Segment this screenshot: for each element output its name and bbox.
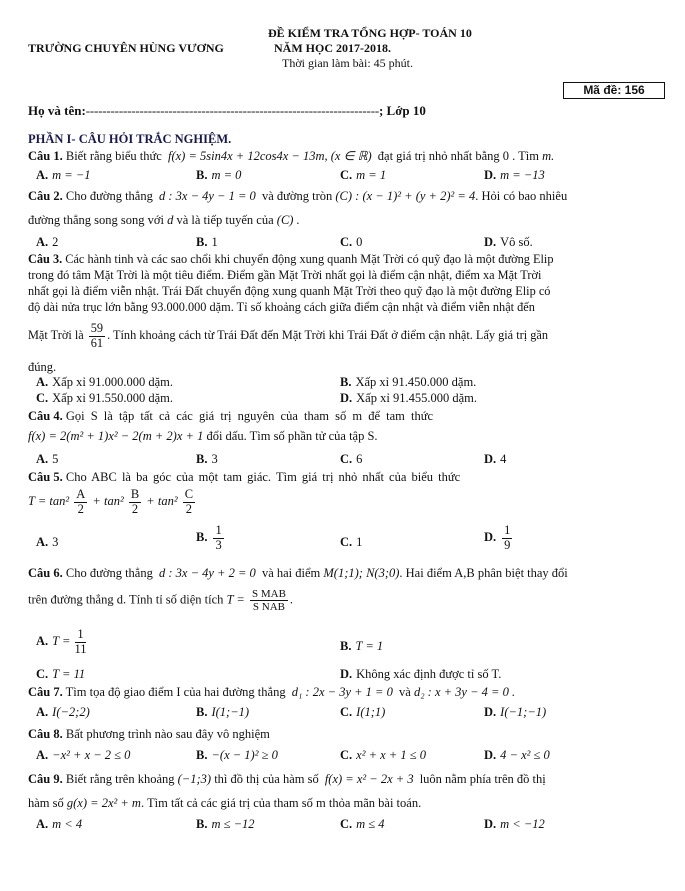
option-label: D. [340, 391, 353, 405]
option-d[interactable] [484, 235, 533, 251]
formula-plus: + tan² [146, 494, 178, 509]
option-label: B. [340, 375, 352, 389]
option-label: D. [484, 530, 497, 545]
question-text: trong đó tâm Mặt Trời là một tiêu điểm. Điểm gần Mặt Trời nhất gọi là điểm cận nhật, điểm xa Mặt Trời [28, 268, 542, 282]
option-label: B. [196, 817, 208, 831]
fraction-numerator: B [130, 487, 140, 501]
option-label: D. [484, 817, 497, 831]
option-d[interactable] [484, 452, 506, 468]
option-text: m = 1 [356, 168, 387, 182]
question-text: và là tiếp tuyến của [176, 213, 274, 227]
question-1 [28, 149, 660, 165]
option-text: 6 [356, 452, 363, 466]
option-label: A. [36, 375, 49, 389]
option-label: B. [340, 639, 352, 653]
option-text: Xấp xỉ 91.000.000 dặm. [52, 375, 173, 389]
question-text: nhất gọi là điểm viễn nhật. Trái Đất chuyển động xung quanh Mặt Trời theo quỹ đạo là một đường Elip có [28, 284, 551, 298]
option-d[interactable] [484, 524, 514, 553]
option-text: Xấp xỉ 91.455.000 dặm. [356, 391, 477, 405]
fraction-b [129, 488, 141, 517]
option-a[interactable] [36, 375, 173, 391]
option-label: B. [196, 452, 208, 466]
option-label: A. [36, 235, 49, 249]
question-number: Câu 8. [28, 727, 63, 741]
question-3-line-2 [28, 268, 660, 283]
option-text: 3 [211, 452, 218, 466]
option-label: C. [340, 817, 353, 831]
option-label: B. [196, 235, 208, 249]
fraction-numerator: S MAB [251, 588, 286, 600]
student-name-line [28, 103, 426, 119]
option-text: m = −13 [500, 168, 545, 182]
question-text: và đường tròn [261, 189, 333, 203]
option-fraction [213, 524, 223, 553]
option-b[interactable] [340, 375, 476, 391]
option-text: m < 4 [52, 817, 83, 831]
option-c[interactable] [340, 235, 362, 251]
question-text: Gọi S là tập tất cả các giá trị nguyên của tham số m để tam thức [65, 409, 434, 423]
option-text: T = 11 [52, 667, 86, 681]
option-b[interactable] [196, 705, 249, 721]
question-text: trên đường thẳng d. Tính tỉ số diện tích [28, 592, 224, 607]
question-text: Biết rằng trên khoảng [65, 772, 175, 786]
school-year: NĂM HỌC 2017-2018. [274, 41, 391, 55]
question-3-line-5 [28, 322, 660, 350]
option-label: C. [340, 168, 353, 182]
area-ratio-fraction [250, 588, 288, 613]
fraction-denominator: 2 [185, 501, 192, 516]
question-2-line-2 [28, 213, 660, 229]
option-label: A. [36, 634, 49, 649]
question-text: đạt giá trị nhỏ nhất bằng 0 . Tìm [377, 149, 539, 163]
question-text: . Hai điểm A,B phân biệt thay đổi [399, 566, 568, 580]
option-a[interactable] [36, 628, 91, 657]
question-text: Tìm tọa độ giao điểm I của hai đường thẳng [65, 685, 286, 699]
option-label: B. [196, 168, 208, 182]
option-label: B. [196, 705, 208, 719]
option-a[interactable] [36, 168, 91, 184]
option-d[interactable] [484, 817, 545, 833]
option-text: T = 1 [355, 639, 384, 653]
option-label: C. [36, 667, 49, 681]
question-number: Câu 9. [28, 772, 63, 786]
option-a[interactable] [36, 748, 130, 764]
fraction-denominator: 9 [504, 537, 511, 552]
question-text: thì đồ thị của hàm số [214, 772, 319, 786]
question-number: Câu 7. [28, 685, 63, 699]
school-name: TRƯỜNG CHUYÊN HÙNG VƯƠNG [28, 41, 224, 55]
option-text: 4 − x² ≤ 0 [500, 748, 550, 762]
question-number: Câu 4. [28, 409, 63, 423]
option-label: C. [340, 705, 353, 719]
question-3-line-4 [28, 300, 660, 315]
question-6-line-2: trên đường thẳng d. Tính tỉ số diện tích T = $\frac{\text{S MAB}}{\text{S NAB}}$ . [28, 588, 294, 614]
question-text: Cho đường thẳng [65, 566, 153, 580]
option-label: B. [196, 748, 208, 762]
option-label: C. [340, 535, 353, 549]
question-number: Câu 5. [28, 470, 63, 484]
fraction-numerator: A [76, 487, 86, 501]
option-text: 1 [211, 235, 218, 249]
option-b[interactable] [196, 524, 226, 553]
option-text: I(−1;−1) [500, 705, 547, 719]
formula-plus: + tan² [92, 494, 124, 509]
ratio-lhs: T = [226, 592, 245, 607]
name-dashes: ----------------------------------------------------------------------- [85, 103, 379, 118]
question-3-line-3 [28, 284, 660, 299]
formula-prefix: T = tan² [28, 494, 70, 509]
option-text: −x² + x − 2 ≤ 0 [52, 748, 131, 762]
option-fraction [502, 524, 512, 553]
variable: d [167, 213, 174, 227]
option-text: −(x − 1)² ≥ 0 [211, 748, 278, 762]
question-9-line-1 [28, 772, 660, 788]
option-label: A. [36, 748, 49, 762]
question-text: Cho ABC là ba góc của một tam giác. Tìm giá trị nhỏ nhất của biểu thức [65, 470, 461, 484]
option-text: 4 [500, 452, 507, 466]
option-b[interactable] [196, 748, 278, 764]
option-label: B. [196, 530, 208, 545]
option-b[interactable] [196, 168, 241, 184]
fraction-numerator: 1 [504, 523, 511, 537]
question-text: . Tìm tất cả các giá trị của tham số m thỏa mãn bài toán. [140, 796, 422, 810]
option-c[interactable] [36, 667, 85, 683]
option-label: A. [36, 817, 49, 831]
option-prefix: T = [52, 634, 71, 649]
option-c[interactable] [340, 817, 385, 833]
exam-title: ĐỀ KIỂM TRA TỔNG HỢP- TOÁN 10 [268, 26, 472, 40]
option-label: A. [36, 535, 49, 549]
option-fraction [72, 628, 88, 657]
option-a[interactable] [36, 535, 58, 551]
fraction-denominator: S NAB [252, 601, 285, 614]
question-number: Câu 2. [28, 189, 63, 203]
option-text: m ≤ −12 [211, 817, 255, 831]
option-c[interactable] [36, 391, 173, 407]
option-a[interactable] [36, 452, 58, 468]
option-d[interactable] [340, 667, 501, 683]
option-text: 5 [52, 452, 59, 466]
fraction-numerator: 1 [215, 523, 222, 537]
fraction-numerator: 1 [77, 627, 84, 641]
question-text: đường thẳng song song với [28, 213, 164, 227]
formula: f(x) = 5sin4x + 12cos4x − 13m, (x ∈ ℝ) [167, 149, 372, 163]
option-a[interactable] [36, 235, 58, 251]
line-d2: d₂ : x + 3y − 4 = 0 . [413, 685, 516, 699]
option-text: I(−2;2) [52, 705, 90, 719]
exam-code-box: Mã đề: 156 [563, 82, 665, 99]
question-text: Các hành tinh và các sao chổi khi chuyển động xung quanh Mặt Trời có quỹ đạo là một đường Elip [65, 252, 554, 266]
points: M(1;1); N(3;0) [323, 566, 400, 580]
question-6-line-1 [28, 566, 660, 582]
variable: m. [542, 149, 555, 163]
option-label: C. [36, 391, 49, 405]
fraction-a [74, 488, 87, 517]
option-text: m ≤ 4 [356, 817, 385, 831]
option-c[interactable] [340, 535, 362, 551]
option-text: 0 [356, 235, 363, 249]
question-3-line-6 [28, 360, 660, 376]
option-label: C. [340, 452, 353, 466]
question-2 [28, 189, 660, 205]
question-number: Câu 1. [28, 149, 63, 163]
fraction-denominator: 61 [90, 335, 104, 350]
question-3-line-1 [28, 252, 660, 267]
question-7 [28, 685, 660, 701]
question-9-line-2 [28, 796, 660, 812]
class-label: ; Lớp 10 [378, 103, 426, 118]
section-title: PHẦN I- CÂU HỎI TRẮC NGHIỆM. [28, 132, 232, 146]
option-text: Không xác định được tỉ số T. [356, 667, 502, 681]
option-label: A. [36, 705, 49, 719]
fraction-denominator: 2 [131, 501, 139, 516]
circle-equation: (C) : (x − 1)² + (y + 2)² = 4 [335, 189, 476, 203]
question-text: Cho đường thẳng [65, 189, 153, 203]
fraction-numerator: 59 [90, 321, 104, 335]
option-text: Vô số. [500, 235, 533, 249]
question-number: Câu 6. [28, 566, 63, 580]
option-text: Xấp xỉ 91.450.000 dặm. [355, 375, 477, 389]
option-d[interactable] [484, 168, 545, 184]
option-text: 3 [52, 535, 59, 549]
option-label: D. [484, 168, 497, 182]
question-text: Bất phương trình nào sau đây vô nghiệm [65, 727, 270, 741]
fraction-denominator: 3 [215, 537, 222, 552]
option-label: C. [340, 235, 353, 249]
question-text: và [399, 685, 411, 699]
option-b[interactable] [196, 235, 218, 251]
option-b[interactable] [340, 639, 383, 655]
fraction-c [183, 488, 195, 517]
option-label: A. [36, 168, 49, 182]
option-d[interactable] [340, 391, 477, 407]
option-label: D. [484, 748, 497, 762]
line-equation: d : 3x − 4y + 2 = 0 [158, 566, 256, 580]
circle-name: (C) . [276, 213, 300, 227]
question-number: Câu 3. [28, 252, 63, 266]
option-text: m < −12 [500, 817, 545, 831]
question-text: Biết rằng biểu thức [65, 149, 162, 163]
option-d[interactable] [484, 705, 546, 721]
question-text: luôn nằm phía trên đồ thị [419, 772, 546, 786]
function-f: f(x) = x² − 2x + 3 [324, 772, 414, 786]
interval: (−1;3) [177, 772, 212, 786]
option-a[interactable] [36, 705, 90, 721]
option-text: m = −1 [52, 168, 91, 182]
fraction-denominator: 2 [77, 501, 84, 516]
option-text: x² + x + 1 ≤ 0 [356, 748, 426, 762]
option-text: I(1;−1) [211, 705, 250, 719]
question-4-line-1 [28, 409, 660, 425]
name-label: Họ và tên: [28, 103, 86, 118]
question-text: . Tính khoảng cách từ Trái Đất đến Mặt Trời khi Trái Đất ở điểm cận nhật. Lấy giá trị gần [107, 327, 548, 342]
question-text: hàm số [28, 796, 64, 810]
fraction-denominator: 11 [74, 641, 87, 656]
ratio-fraction [89, 322, 105, 350]
question-text: đổi dấu. Tìm số phần tử của tập S. [206, 429, 378, 443]
option-c[interactable] [340, 452, 362, 468]
line-d1: d₁ : 2x − 3y + 1 = 0 [291, 685, 393, 699]
option-text: 1 [356, 535, 363, 549]
option-label: D. [484, 235, 497, 249]
question-4-line-2 [28, 429, 660, 445]
question-text: độ dài nửa trục lớn bằng 93.000.000 dặm. Tỉ số khoảng cách giữa điểm cận nhật và điểm viễn nhật đến [28, 300, 535, 314]
option-b[interactable] [196, 452, 218, 468]
question-5-formula [28, 488, 660, 517]
fraction-numerator: C [184, 487, 194, 501]
line-equation: d : 3x − 4y − 1 = 0 [158, 189, 256, 203]
option-c[interactable] [340, 168, 386, 184]
option-c[interactable] [340, 748, 426, 764]
question-text: đúng. [28, 360, 57, 374]
option-label: D. [484, 452, 497, 466]
question-text: . Hỏi có bao nhiêu [475, 189, 568, 203]
option-label: C. [340, 748, 353, 762]
function-g: g(x) = 2x² + m [66, 796, 141, 810]
option-text: Xấp xỉ 91.550.000 dặm. [52, 391, 173, 405]
option-text: m = 0 [211, 168, 242, 182]
option-c[interactable] [340, 705, 385, 721]
option-a[interactable] [36, 817, 82, 833]
formula: f(x) = 2(m² + 1)x² − 2(m + 2)x + 1 [28, 429, 204, 443]
option-b[interactable] [196, 817, 255, 833]
question-8 [28, 727, 660, 743]
option-d[interactable] [484, 748, 550, 764]
option-label: A. [36, 452, 49, 466]
option-label: D. [340, 667, 353, 681]
option-label: D. [484, 705, 497, 719]
option-text: I(1;1) [356, 705, 386, 719]
question-5-line-1 [28, 470, 660, 486]
question-text: Mặt Trời là [28, 327, 84, 342]
option-text: 2 [52, 235, 59, 249]
exam-duration: Thời gian làm bài: 45 phút. [282, 56, 413, 70]
question-text: và hai điểm [261, 566, 321, 580]
